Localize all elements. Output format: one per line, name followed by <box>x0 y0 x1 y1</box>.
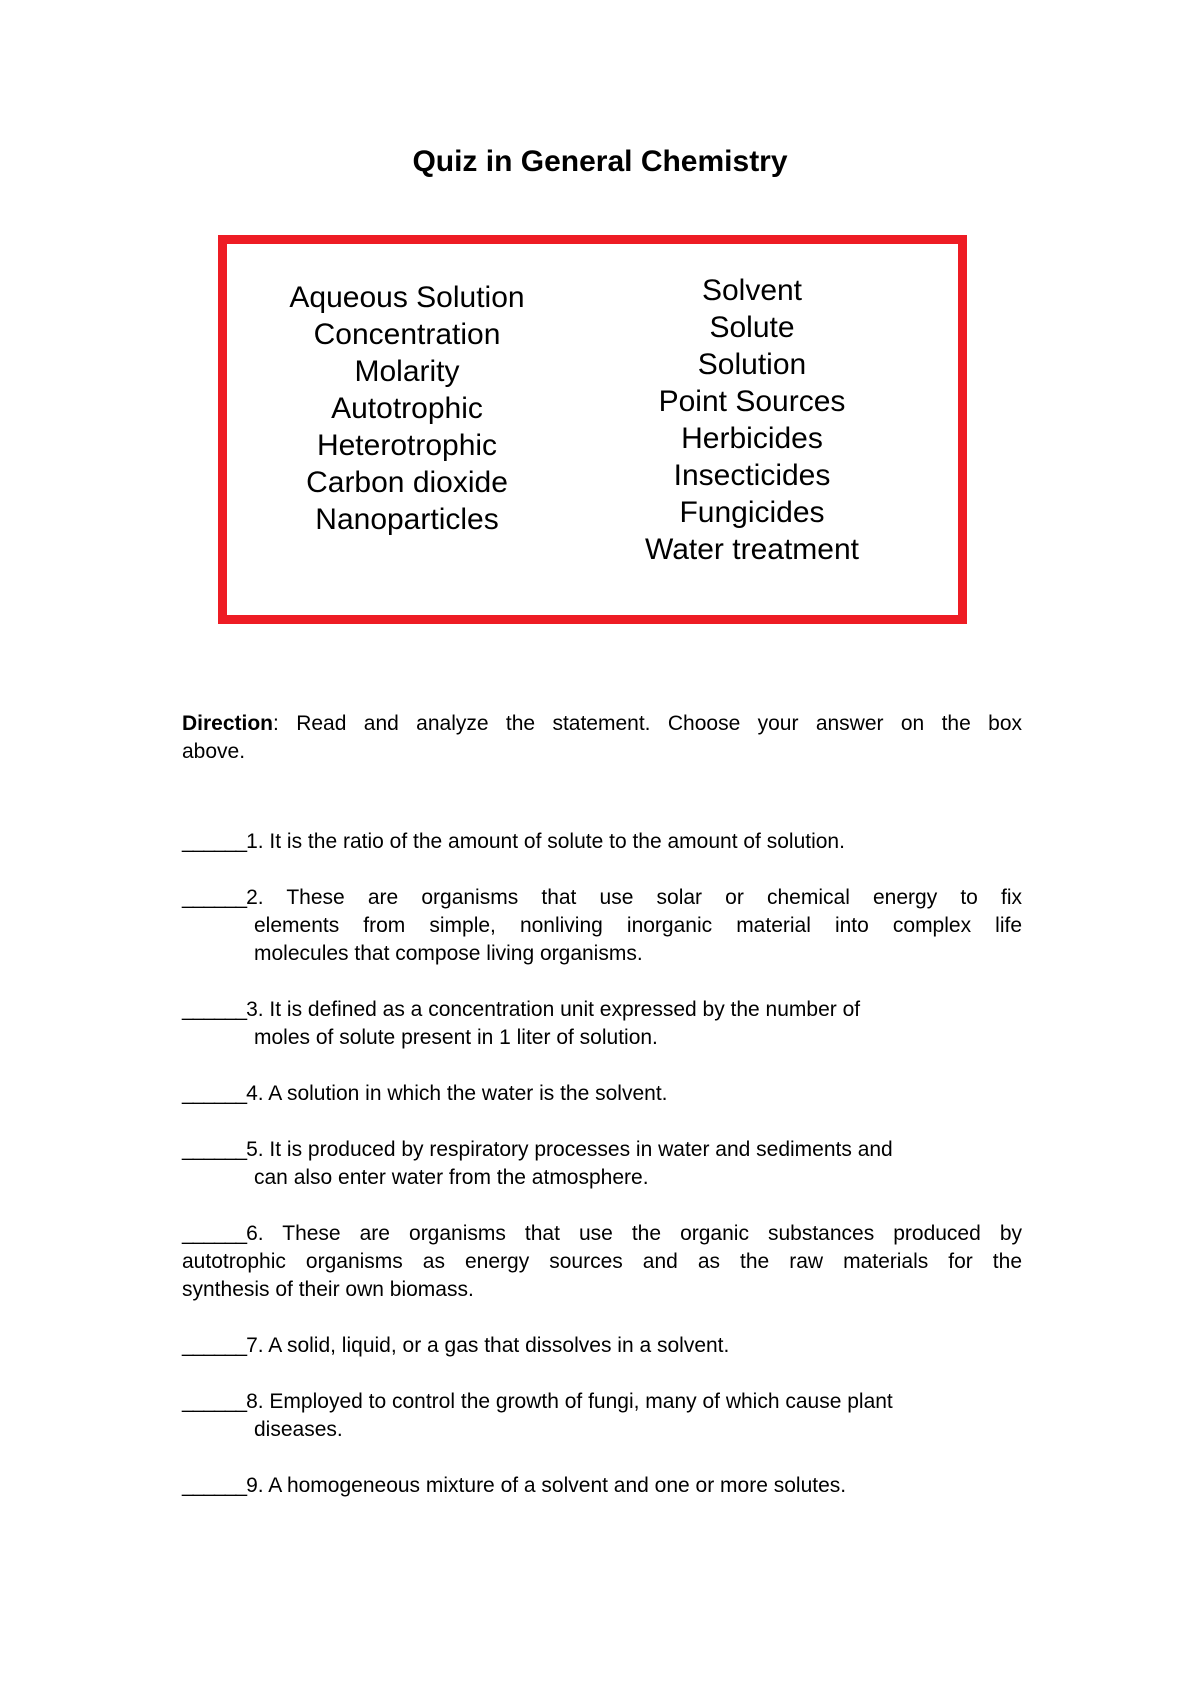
question-text: 9. A homogeneous mixture of a solvent and one or more solutes. <box>246 1474 847 1497</box>
question-text: elements from simple, nonliving inorganic material into complex life <box>254 914 1022 937</box>
word-bank-item: Molarity <box>354 355 460 388</box>
word-bank-item: Autotrophic <box>331 392 483 425</box>
answer-blank[interactable]: ______ <box>182 830 247 853</box>
question-text: 6. These are organisms that use the organic substances produced by <box>246 1222 1022 1245</box>
question-text: molecules that compose living organisms. <box>254 942 643 965</box>
question-9 <box>182 1472 1022 1500</box>
question-5 <box>182 1136 1022 1192</box>
direction-line-2: above. <box>182 740 246 763</box>
question-text: 5. It is produced by respiratory processes in water and sediments and <box>246 1138 893 1161</box>
question-text: 3. It is defined as a concentration unit expressed by the number of <box>246 998 861 1021</box>
word-bank-item: Concentration <box>313 318 501 351</box>
word-bank-left-column <box>257 279 557 538</box>
direction-label: Direction <box>182 712 274 735</box>
word-bank-item: Fungicides <box>679 496 825 529</box>
question-text: 8. Employed to control the growth of fungi, many of which cause plant <box>246 1390 893 1413</box>
question-text: diseases. <box>254 1418 343 1441</box>
question-text: can also enter water from the atmosphere. <box>254 1166 649 1189</box>
word-bank-item: Aqueous Solution <box>289 281 525 314</box>
word-bank-item: Heterotrophic <box>316 429 498 462</box>
word-bank-right-column <box>602 272 902 568</box>
answer-blank[interactable]: ______ <box>182 886 247 909</box>
answer-blank[interactable]: ______ <box>182 1138 247 1161</box>
word-bank-item: Water treatment <box>645 533 859 566</box>
page-title: Quiz in General Chemistry <box>412 145 788 178</box>
word-bank-item: Point Sources <box>658 385 846 418</box>
word-bank-item: Solute <box>709 311 795 344</box>
direction-text: : Read and analyze the statement. Choose your answer on the box <box>273 712 1022 735</box>
answer-blank[interactable]: ______ <box>182 998 247 1021</box>
answer-blank[interactable]: ______ <box>182 1222 247 1245</box>
word-bank-item: Carbon dioxide <box>306 466 508 499</box>
question-2 <box>182 884 1022 968</box>
question-text: 1. It is the ratio of the amount of solute to the amount of solution. <box>246 830 845 853</box>
word-bank-item: Nanoparticles <box>315 503 499 536</box>
question-text: moles of solute present in 1 liter of solution. <box>254 1026 658 1049</box>
question-1 <box>182 828 1022 856</box>
word-bank-box <box>218 235 967 624</box>
question-text: synthesis of their own biomass. <box>182 1278 474 1301</box>
question-text: 4. A solution in which the water is the solvent. <box>246 1082 668 1105</box>
question-6 <box>182 1220 1022 1304</box>
question-text: 7. A solid, liquid, or a gas that dissolves in a solvent. <box>246 1334 730 1357</box>
question-text: autotrophic organisms as energy sources and as the raw materials for the <box>182 1250 1022 1273</box>
question-text: 2. These are organisms that use solar or chemical energy to fix <box>246 886 1022 909</box>
answer-blank[interactable]: ______ <box>182 1082 247 1105</box>
question-4 <box>182 1080 1022 1108</box>
word-bank-item: Solvent <box>701 274 803 307</box>
word-bank-item: Solution <box>697 348 807 381</box>
word-bank-item: Herbicides <box>681 422 823 455</box>
direction-paragraph <box>182 710 1022 766</box>
direction-line-1 <box>182 710 1022 738</box>
question-3 <box>182 996 1022 1052</box>
answer-blank[interactable]: ______ <box>182 1334 247 1357</box>
question-7 <box>182 1332 1022 1360</box>
word-bank-item: Insecticides <box>673 459 831 492</box>
answer-blank[interactable]: ______ <box>182 1390 247 1413</box>
question-8 <box>182 1388 1022 1444</box>
answer-blank[interactable]: ______ <box>182 1474 247 1497</box>
